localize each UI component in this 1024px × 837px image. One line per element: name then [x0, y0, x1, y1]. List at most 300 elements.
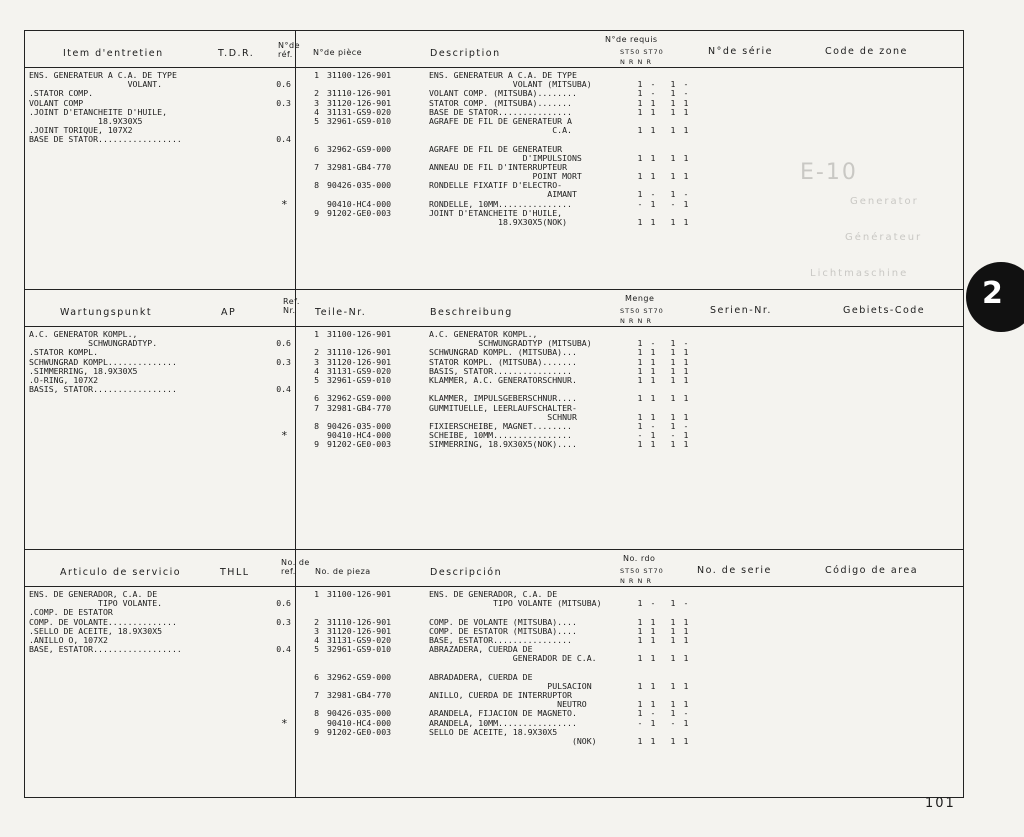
spanish-service-items [29, 590, 291, 654]
quantity: - [670, 430, 676, 441]
quantity: 1 [670, 708, 676, 719]
part-number: 31100-126-901 [327, 70, 392, 80]
quantity: 1 [670, 365, 676, 376]
part-description: SCHWUNGRAD KOMPL. (MITSUBA)... [429, 347, 577, 358]
german-service-items [29, 330, 291, 394]
quantity: - [637, 198, 643, 209]
french-service-items [29, 71, 291, 145]
part-description: ABRAZADERA, CUERDA DE [429, 644, 533, 655]
service-item-text: BASE, ESTATOR.................. [29, 644, 182, 655]
tdr-header: THLL [220, 567, 250, 578]
ref-number: 5 [314, 644, 319, 655]
ref-number: 7 [314, 402, 319, 413]
service-item-text: .SELLO DE ACEITE, 18.9X30X5 [29, 625, 163, 636]
service-item-text: 18.9X30X5 [29, 115, 143, 126]
part-row [285, 599, 965, 608]
service-item-text: .O-RING, 107X2 [29, 374, 99, 385]
ref-number: 7 [314, 161, 319, 172]
ref-header: N°de réf. [278, 41, 300, 59]
quantity: 1 [650, 736, 656, 746]
ref-number: 1 [314, 329, 319, 339]
models-header: ST50 ST70 [620, 307, 664, 315]
part-row [285, 181, 965, 190]
part-description: COMP. DE VOLANTE (MITSUBA).... [429, 616, 577, 627]
quantity: - [650, 420, 656, 431]
quantity: 1 [637, 79, 643, 90]
part-number: 32981-GB4-770 [327, 690, 392, 701]
quantity: 1 [637, 365, 643, 376]
desc-header: Descripción [430, 567, 503, 578]
replacement-mark: * [281, 716, 288, 730]
part-number: 31120-126-901 [327, 97, 392, 108]
quantity: 1 [683, 347, 689, 358]
quantity: - [637, 430, 643, 441]
quantity: 1 [683, 106, 689, 117]
quantity: 1 [637, 708, 643, 719]
part-description: VOLANT (MITSUBA) [429, 79, 592, 90]
item-header: Item d'entretien [63, 48, 164, 59]
part-number: 90410-HC4-000 [327, 430, 392, 441]
part-row [285, 163, 965, 172]
quantity: 1 [683, 411, 689, 422]
ref-number: 3 [314, 97, 319, 108]
quantity: 1 [683, 430, 689, 441]
service-time: 0.6 [276, 79, 291, 90]
quantity: 1 [670, 88, 676, 99]
part-number: 91202-GE0-003 [327, 439, 392, 450]
service-time: 0.4 [276, 134, 291, 145]
service-item-text: TIPO VOLANTE. [29, 598, 163, 609]
service-item-text: .STATOR COMP. [29, 88, 94, 99]
quantity: - [650, 79, 656, 90]
ref-number: 3 [314, 356, 319, 367]
zone-header: Gebiets-Code [843, 305, 926, 316]
quantity: 1 [637, 217, 643, 227]
part-row [285, 654, 965, 663]
quantity: 1 [650, 374, 656, 385]
part-header: N°de pièce [313, 48, 363, 57]
quantity: 1 [650, 653, 656, 664]
quantity: 1 [683, 653, 689, 664]
part-header: No. de pieza [315, 567, 371, 576]
quantity: 1 [637, 97, 643, 108]
ref-number: 8 [314, 180, 319, 191]
ref-header: Ref. Nr. [283, 297, 300, 315]
ref-number: 2 [314, 616, 319, 627]
ref-number: 6 [314, 143, 319, 154]
item-header: Wartungspunkt [60, 307, 153, 318]
req-header: No. rdo [623, 554, 656, 563]
nr-header: N R N R [620, 577, 652, 585]
quantity: 1 [670, 680, 676, 691]
quantity: 1 [683, 699, 689, 710]
quantity: 1 [650, 699, 656, 710]
quantity: 1 [670, 374, 676, 385]
part-number: 91202-GE0-003 [327, 726, 392, 737]
part-description: JOINT D'ETANCHEITE D'HUILE, [429, 207, 563, 218]
quantity: 1 [637, 106, 643, 117]
part-description: GENERADOR DE C.A. [429, 653, 597, 664]
quantity: 1 [650, 125, 656, 136]
quantity: 1 [650, 365, 656, 376]
ref-number: 7 [314, 690, 319, 701]
service-item-text: ENS. DE GENERADOR, C.A. DE [29, 589, 158, 599]
part-description: PULSACION [429, 680, 592, 691]
quantity: - [683, 88, 689, 99]
part-description: SIMMERRING, 18.9X30X5(NOK).... [429, 439, 577, 450]
quantity: 1 [670, 393, 676, 404]
quantity: 1 [683, 680, 689, 691]
part-number: 91202-GE0-003 [327, 207, 392, 218]
quantity: 1 [670, 598, 676, 609]
quantity: 1 [683, 616, 689, 627]
part-description: ANILLO, CUERDA DE INTERRUPTOR [429, 690, 572, 701]
quantity: 1 [683, 393, 689, 404]
quantity: 1 [637, 356, 643, 367]
part-description: 18.9X30X5(NOK) [429, 217, 568, 227]
part-description: FIXIERSCHEIBE, MAGNET........ [429, 420, 572, 431]
spanish-header [25, 550, 963, 587]
part-number: 32961-GS9-010 [327, 115, 392, 126]
ref-number: 9 [314, 207, 319, 218]
service-time: 0.4 [276, 644, 291, 655]
part-description: STATOR COMP. (MITSUBA)....... [429, 97, 572, 108]
quantity: - [683, 598, 689, 609]
bg-code: E-10 [800, 160, 858, 185]
replacement-mark: * [281, 429, 288, 443]
quantity: 1 [637, 439, 643, 450]
item-header: Articulo de servicio [60, 567, 182, 578]
quantity: - [683, 708, 689, 719]
part-description: KLAMMER, IMPULSGEBERSCHNUR.... [429, 393, 577, 404]
quantity: - [650, 88, 656, 99]
part-description: COMP. DE ESTATOR (MITSUBA).... [429, 625, 577, 636]
part-number: 90426-035-000 [327, 420, 392, 431]
quantity: 1 [637, 347, 643, 358]
quantity: 1 [637, 699, 643, 710]
quantity: 1 [670, 356, 676, 367]
quantity: - [683, 338, 689, 349]
quantity: 1 [670, 420, 676, 431]
quantity: 1 [637, 736, 643, 746]
part-number: 31100-126-901 [327, 589, 392, 599]
nr-header: N R N R [620, 58, 652, 66]
part-row [285, 117, 965, 126]
french-section [25, 31, 963, 289]
quantity: 1 [670, 338, 676, 349]
service-item-text: .JOINT TORIQUE, 107X2 [29, 125, 133, 136]
german-header [25, 290, 963, 327]
part-row [285, 218, 965, 227]
quantity: 1 [683, 439, 689, 450]
quantity: 1 [650, 634, 656, 645]
service-item-text: .COMP. DE ESTATOR [29, 607, 113, 618]
quantity: 1 [650, 680, 656, 691]
quantity: 1 [637, 374, 643, 385]
quantity: 1 [650, 171, 656, 182]
ref-number: 9 [314, 726, 319, 737]
part-description: VOLANT COMP. (MITSUBA)........ [429, 88, 577, 99]
part-row [285, 145, 965, 154]
part-number: 32961-GS9-010 [327, 644, 392, 655]
quantity: 1 [650, 106, 656, 117]
quantity: 1 [670, 736, 676, 746]
part-row [285, 673, 965, 682]
quantity: 1 [670, 189, 676, 200]
part-row [285, 404, 965, 413]
part-number: 31110-126-901 [327, 88, 392, 99]
quantity: 1 [683, 217, 689, 227]
replacement-mark: * [281, 197, 288, 211]
quantity: - [670, 198, 676, 209]
quantity: 1 [650, 439, 656, 450]
quantity: - [637, 717, 643, 728]
ref-number: 8 [314, 708, 319, 719]
quantity: - [650, 598, 656, 609]
req-header: N°de requis [605, 35, 658, 44]
nr-header: N R N R [620, 317, 652, 325]
quantity: 1 [637, 653, 643, 664]
ref-number: 6 [314, 393, 319, 404]
quantity: 1 [637, 393, 643, 404]
ref-number: 4 [314, 365, 319, 376]
part-number: 90426-035-000 [327, 180, 392, 191]
quantity: 1 [650, 97, 656, 108]
quantity: 1 [683, 198, 689, 209]
zone-header: Code de zone [825, 46, 908, 57]
part-description: ARANDELA, FIJACION DE MAGNETO. [429, 708, 577, 719]
part-description: ABRADADERA, CUERDA DE [429, 671, 533, 682]
quantity: - [670, 717, 676, 728]
quantity: 1 [683, 125, 689, 136]
quantity: 1 [683, 625, 689, 636]
service-item-text: .STATOR KOMPL. [29, 347, 99, 358]
part-row [285, 691, 965, 700]
section-tab-label: 2 [982, 276, 1003, 311]
ref-number: 2 [314, 347, 319, 358]
quantity: - [683, 420, 689, 431]
service-time: 0.6 [276, 338, 291, 349]
quantity: 1 [670, 79, 676, 90]
part-row [285, 209, 965, 218]
part-description: TIPO VOLANTE (MITSUBA) [429, 598, 602, 609]
part-number: 31131-GS9-020 [327, 365, 392, 376]
part-row [285, 590, 965, 599]
part-description: SCHWUNGRADTYP (MITSUBA) [429, 338, 592, 349]
service-item-row [29, 135, 291, 144]
service-item-text: A.C. GENERATOR KOMPL., [29, 329, 138, 339]
part-number: 31131-GS9-020 [327, 106, 392, 117]
part-number: 31120-126-901 [327, 625, 392, 636]
service-item-text: BASIS, STATOR................. [29, 384, 177, 395]
part-description: SELLO DE ACEITE, 18.9X30X5 [429, 726, 558, 737]
service-item-text: .SIMMERRING, 18.9X30X5 [29, 365, 138, 376]
quantity: 1 [683, 356, 689, 367]
part-number: 90426-035-000 [327, 708, 392, 719]
service-time: 0.3 [276, 356, 291, 367]
service-time: 0.3 [276, 616, 291, 627]
ref-number: 4 [314, 634, 319, 645]
part-number: 31131-GS9-020 [327, 634, 392, 645]
quantity: - [683, 79, 689, 90]
service-item-text: BASE DE STATOR................. [29, 134, 182, 145]
service-item-text: ENS. GENERATEUR A C.A. DE TYPE [29, 70, 177, 80]
quantity: 1 [637, 411, 643, 422]
quantity: 1 [683, 365, 689, 376]
quantity: 1 [670, 171, 676, 182]
part-description: POINT MORT [429, 171, 582, 182]
req-header: Menge [625, 294, 655, 303]
quantity: 1 [650, 347, 656, 358]
tdr-header: AP [221, 307, 237, 318]
part-description: BASIS, STATOR................ [429, 365, 572, 376]
service-item-text: VOLANT. [29, 79, 163, 90]
ref-number: 3 [314, 625, 319, 636]
service-item-text: SCHWUNGRAD KOMPL.............. [29, 356, 177, 367]
part-header: Teile-Nr. [315, 307, 367, 318]
models-header: ST50 ST70 [620, 567, 664, 575]
quantity: 1 [637, 88, 643, 99]
part-description: NEUTRO [429, 699, 587, 710]
service-item-text: .ANILLO O, 107X2 [29, 634, 108, 645]
part-description: AIMANT [429, 189, 577, 200]
ref-header: No. de ref. [281, 558, 310, 576]
ref-number: 1 [314, 589, 319, 599]
part-description: AGRAFE DE FIL DE GENERATEUR A [429, 115, 572, 126]
quantity: 1 [670, 152, 676, 163]
quantity: 1 [683, 634, 689, 645]
quantity: 1 [670, 625, 676, 636]
french-header [25, 31, 963, 68]
quantity: 1 [670, 616, 676, 627]
quantity: - [650, 338, 656, 349]
part-number: 31110-126-901 [327, 347, 392, 358]
part-description: D'IMPULSIONS [429, 152, 582, 163]
part-number: 32981-GB4-770 [327, 402, 392, 413]
part-row [285, 330, 965, 339]
quantity: 1 [670, 125, 676, 136]
serial-header: Serien-Nr. [710, 305, 772, 316]
models-header: ST50 ST70 [620, 48, 664, 56]
quantity: 1 [650, 152, 656, 163]
quantity: 1 [670, 439, 676, 450]
part-description: (NOK) [429, 736, 597, 746]
quantity: 1 [637, 420, 643, 431]
quantity: - [683, 189, 689, 200]
service-item-row [29, 385, 291, 394]
bg-generator-fr: Générateur [845, 232, 923, 243]
part-number: 90410-HC4-000 [327, 198, 392, 209]
quantity: - [650, 708, 656, 719]
quantity: 1 [637, 616, 643, 627]
ref-number: 5 [314, 374, 319, 385]
ref-number: 5 [314, 115, 319, 126]
quantity: 1 [650, 393, 656, 404]
part-description: KLAMMER, A.C. GENERATORSCHNUR. [429, 374, 577, 385]
service-time: 0.4 [276, 384, 291, 395]
quantity: 1 [683, 374, 689, 385]
part-number: 90410-HC4-000 [327, 717, 392, 728]
part-description: SCHNUR [429, 411, 577, 422]
part-description: AGRAFE DE FIL DE GENERATEUR [429, 143, 563, 154]
part-description: GUMMITUELLE, LEERLAUFSCHALTER- [429, 402, 577, 413]
service-time: 0.3 [276, 97, 291, 108]
part-number: 32962-GS9-000 [327, 143, 392, 154]
part-row [285, 126, 965, 135]
quantity: - [650, 189, 656, 200]
zone-header: Código de area [825, 565, 919, 576]
ref-number: 9 [314, 439, 319, 450]
quantity: 1 [637, 152, 643, 163]
part-row [285, 376, 965, 385]
quantity: 1 [637, 338, 643, 349]
part-description: BASE DE STATOR............... [429, 106, 572, 117]
part-number: 31100-126-901 [327, 329, 392, 339]
part-row [285, 728, 965, 737]
part-number: 31110-126-901 [327, 616, 392, 627]
quantity: 1 [637, 171, 643, 182]
quantity: 1 [670, 634, 676, 645]
part-row [285, 737, 965, 746]
part-description: RONDELLE FIXATIF D'ELECTRO- [429, 180, 563, 191]
service-time: 0.6 [276, 598, 291, 609]
quantity: 1 [683, 152, 689, 163]
part-number: 32962-GS9-000 [327, 393, 392, 404]
quantity: 1 [650, 356, 656, 367]
german-section [25, 289, 963, 550]
quantity: 1 [650, 717, 656, 728]
service-item-text: .JOINT D'ETANCHEITE D'HUILE, [29, 106, 168, 117]
service-item-row [29, 645, 291, 654]
ref-number: 8 [314, 420, 319, 431]
part-description: BASE, ESTATOR................ [429, 634, 572, 645]
quantity: 1 [637, 125, 643, 136]
bg-generator-en: Generator [850, 196, 919, 207]
quantity: 1 [670, 699, 676, 710]
desc-header: Beschreibung [430, 307, 513, 318]
part-description: ARANDELA, 10MM................ [429, 717, 577, 728]
tdr-header: T.D.R. [218, 48, 255, 59]
quantity: 1 [637, 189, 643, 200]
quantity: 1 [637, 598, 643, 609]
quantity: 1 [670, 653, 676, 664]
quantity: 1 [637, 680, 643, 691]
quantity: 1 [683, 717, 689, 728]
serial-header: No. de serie [697, 565, 772, 576]
part-description: ENS. GENERATEUR A C.A. DE TYPE [429, 70, 577, 80]
service-item-text: VOLANT COMP [29, 97, 84, 108]
service-item-text: SCHWUNGRADTYP. [29, 338, 158, 349]
ref-number: 1 [314, 70, 319, 80]
ref-number: 6 [314, 671, 319, 682]
desc-header: Description [430, 48, 501, 59]
quantity: 1 [650, 198, 656, 209]
quantity: 1 [670, 217, 676, 227]
part-number: 32961-GS9-010 [327, 374, 392, 385]
ref-number: 2 [314, 88, 319, 99]
quantity: 1 [670, 411, 676, 422]
quantity: 1 [670, 106, 676, 117]
quantity: 1 [637, 625, 643, 636]
part-number: 31120-126-901 [327, 356, 392, 367]
part-description: RONDELLE, 10MM............... [429, 198, 572, 209]
part-row [285, 645, 965, 654]
quantity: 1 [637, 634, 643, 645]
section-tab[interactable] [966, 262, 1024, 332]
quantity: 1 [683, 171, 689, 182]
part-row [285, 440, 965, 449]
service-item-text: COMP. DE VOLANTE.............. [29, 616, 177, 627]
